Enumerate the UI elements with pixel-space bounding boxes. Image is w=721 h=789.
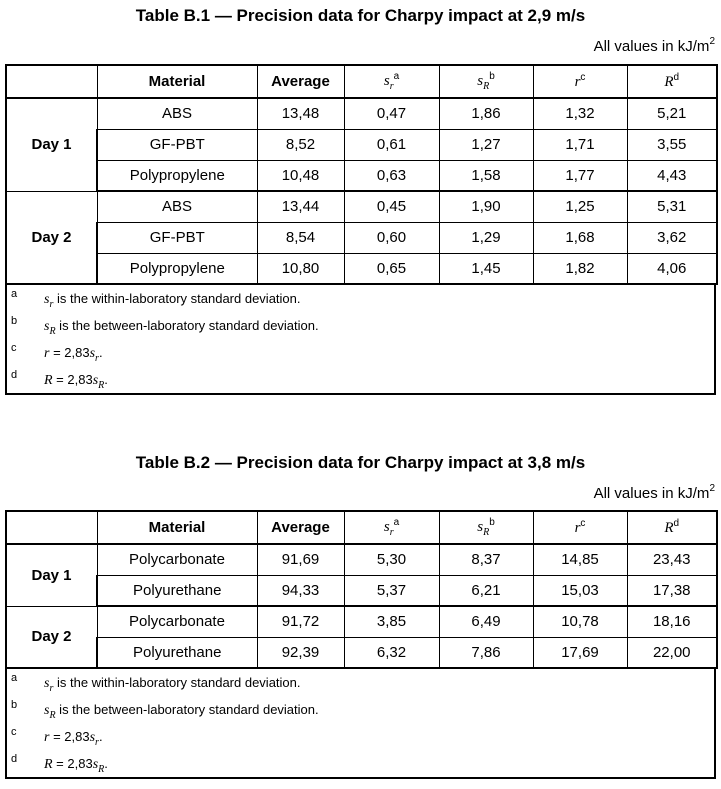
cell-R: 4,06 bbox=[627, 253, 717, 284]
header-average: Average bbox=[257, 511, 344, 544]
cell-R: 4,43 bbox=[627, 160, 717, 191]
cell-sR: 1,90 bbox=[439, 191, 533, 222]
cell-r: 10,78 bbox=[533, 606, 627, 637]
cell-R: 22,00 bbox=[627, 637, 717, 668]
header-empty bbox=[6, 511, 97, 544]
cell-sr: 0,61 bbox=[344, 129, 439, 160]
footnote-c: c $r = 2,83s_r$. bbox=[11, 726, 103, 748]
table-b2 bbox=[5, 510, 718, 669]
header-sR: $s_R^b$ bbox=[439, 511, 533, 544]
cell-R: 18,16 bbox=[627, 606, 717, 637]
cell-R: 5,21 bbox=[627, 98, 717, 129]
cell-sR: 1,45 bbox=[439, 253, 533, 284]
cell-sr: 6,32 bbox=[344, 637, 439, 668]
cell-material: Polycarbonate bbox=[97, 606, 257, 637]
cell-material: GF-PBT bbox=[97, 222, 257, 253]
footnote-a: a $s_r$ is the within-laboratory standard deviation. bbox=[11, 288, 301, 310]
footnote-d: d $R = 2,83s_R$. bbox=[11, 369, 108, 391]
table-row bbox=[6, 160, 717, 191]
header-sR: $s_R^b$ bbox=[439, 65, 533, 98]
footnote-b: b $s_R$ is the between-laboratory standard deviation. bbox=[11, 315, 319, 337]
cell-material: GF-PBT bbox=[97, 129, 257, 160]
cell-sR: 1,86 bbox=[439, 98, 533, 129]
cell-r: 1,32 bbox=[533, 98, 627, 129]
cell-R: 3,55 bbox=[627, 129, 717, 160]
cell-average: 8,52 bbox=[257, 129, 344, 160]
cell-sR: 7,86 bbox=[439, 637, 533, 668]
cell-material: Polyurethane bbox=[97, 575, 257, 606]
cell-sr: 5,37 bbox=[344, 575, 439, 606]
cell-R: 23,43 bbox=[627, 544, 717, 575]
day-label: Day 2 bbox=[6, 191, 97, 284]
table-b2-header-row bbox=[6, 511, 717, 544]
table-b1-title: Table B.1 — Precision data for Charpy impact at 2,9 m/s bbox=[135, 6, 586, 25]
header-material: Material bbox=[97, 511, 257, 544]
cell-average: 94,33 bbox=[257, 575, 344, 606]
cell-r: 14,85 bbox=[533, 544, 627, 575]
table-row bbox=[6, 98, 717, 129]
cell-r: 1,71 bbox=[533, 129, 627, 160]
table-row bbox=[6, 253, 717, 284]
header-R: $R^d$ bbox=[627, 65, 717, 98]
cell-sr: 3,85 bbox=[344, 606, 439, 637]
cell-sR: 8,37 bbox=[439, 544, 533, 575]
cell-material: Polypropylene bbox=[97, 253, 257, 284]
cell-sr: 0,65 bbox=[344, 253, 439, 284]
cell-sr: 5,30 bbox=[344, 544, 439, 575]
cell-sr: 0,60 bbox=[344, 222, 439, 253]
cell-average: 13,44 bbox=[257, 191, 344, 222]
header-empty bbox=[6, 65, 97, 98]
cell-r: 1,77 bbox=[533, 160, 627, 191]
cell-sR: 1,29 bbox=[439, 222, 533, 253]
table-b2-units: All values in $kJ/m^2$ bbox=[593, 483, 715, 502]
table-b1-header-row bbox=[6, 65, 717, 98]
footnote-c: c $r = 2,83s_r$. bbox=[11, 342, 103, 364]
table-b2-title: Table B.2 — Precision data for Charpy impact at 3,8 m/s bbox=[135, 453, 586, 472]
cell-sr: 0,63 bbox=[344, 160, 439, 191]
cell-sR: 1,27 bbox=[439, 129, 533, 160]
cell-material: Polyurethane bbox=[97, 637, 257, 668]
header-material: Material bbox=[97, 65, 257, 98]
cell-sR: 6,49 bbox=[439, 606, 533, 637]
cell-r: 1,82 bbox=[533, 253, 627, 284]
cell-R: 5,31 bbox=[627, 191, 717, 222]
table-row bbox=[6, 191, 717, 222]
cell-average: 10,80 bbox=[257, 253, 344, 284]
cell-average: 10,48 bbox=[257, 160, 344, 191]
cell-R: 3,62 bbox=[627, 222, 717, 253]
table-row bbox=[6, 544, 717, 575]
cell-average: 91,72 bbox=[257, 606, 344, 637]
table-row bbox=[6, 222, 717, 253]
header-sr: $s_r^a$ bbox=[344, 65, 439, 98]
cell-sR: 1,58 bbox=[439, 160, 533, 191]
cell-average: 91,69 bbox=[257, 544, 344, 575]
header-average: Average bbox=[257, 65, 344, 98]
cell-material: Polypropylene bbox=[97, 160, 257, 191]
table-b1-units: All values in $kJ/m^2$ bbox=[593, 36, 715, 55]
table-row bbox=[6, 606, 717, 637]
table-b1-footnotes bbox=[5, 285, 716, 395]
day-label: Day 1 bbox=[6, 98, 97, 191]
cell-material: ABS bbox=[97, 191, 257, 222]
cell-R: 17,38 bbox=[627, 575, 717, 606]
day-label: Day 1 bbox=[6, 544, 97, 606]
table-b2-footnotes bbox=[5, 669, 716, 779]
footnote-a: a $s_r$ is the within-laboratory standard deviation. bbox=[11, 672, 301, 694]
table-row bbox=[6, 575, 717, 606]
cell-r: 1,68 bbox=[533, 222, 627, 253]
header-r: $r^c$ bbox=[533, 65, 627, 98]
cell-r: 15,03 bbox=[533, 575, 627, 606]
cell-r: 17,69 bbox=[533, 637, 627, 668]
table-b1 bbox=[5, 64, 718, 285]
table-row bbox=[6, 637, 717, 668]
cell-material: ABS bbox=[97, 98, 257, 129]
cell-average: 13,48 bbox=[257, 98, 344, 129]
cell-r: 1,25 bbox=[533, 191, 627, 222]
cell-sr: 0,45 bbox=[344, 191, 439, 222]
footnote-d: d $R = 2,83s_R$. bbox=[11, 753, 108, 775]
cell-average: 92,39 bbox=[257, 637, 344, 668]
cell-sr: 0,47 bbox=[344, 98, 439, 129]
footnote-b: b $s_R$ is the between-laboratory standard deviation. bbox=[11, 699, 319, 721]
header-R: $R^d$ bbox=[627, 511, 717, 544]
header-sr: $s_r^a$ bbox=[344, 511, 439, 544]
header-r: $r^c$ bbox=[533, 511, 627, 544]
cell-material: Polycarbonate bbox=[97, 544, 257, 575]
table-row bbox=[6, 129, 717, 160]
cell-average: 8,54 bbox=[257, 222, 344, 253]
cell-sR: 6,21 bbox=[439, 575, 533, 606]
day-label: Day 2 bbox=[6, 606, 97, 668]
